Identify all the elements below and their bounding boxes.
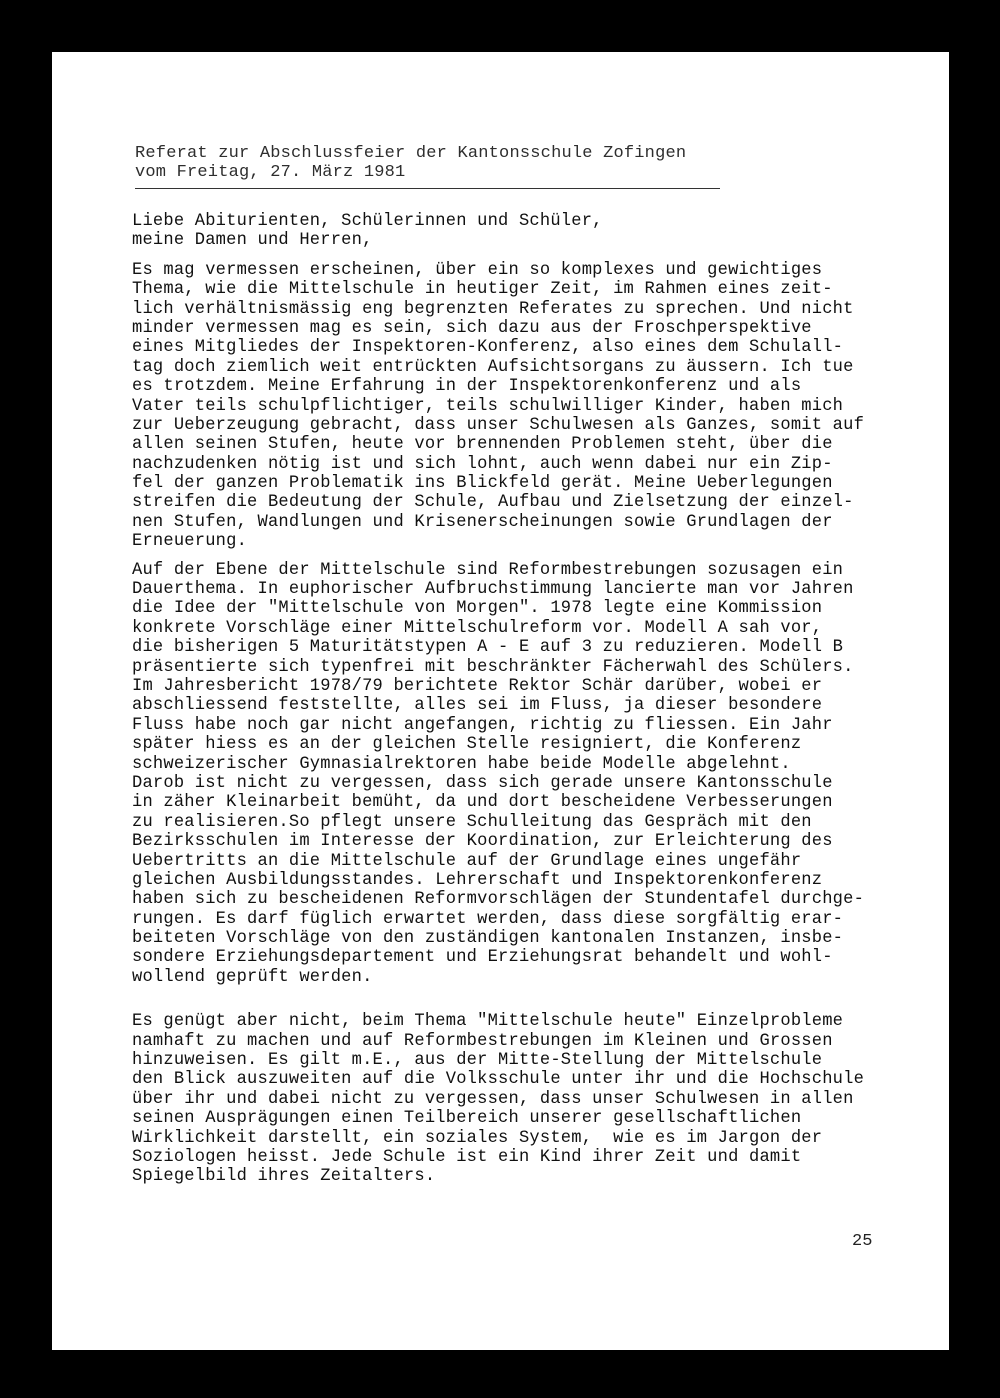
text-line: fel der ganzen Problematik ins Blickfeld gerät. Meine Ueberlegungen (132, 474, 833, 494)
paragraph-3 (132, 1012, 912, 1187)
header-divider (135, 188, 720, 189)
text-line: Darob ist nicht zu vergessen, dass sich gerade unsere Kantonsschule (132, 773, 833, 793)
text-line: konkrete Vorschläge einer Mittelschulreform vor. Modell A sah vor, (132, 618, 823, 638)
document-body (132, 212, 912, 1187)
text-line: den Blick auszuweiten auf die Volksschule unter ihr und die Hochschule (132, 1070, 865, 1090)
text-line: sondere Erziehungsdepartement und Erziehungsrat behandelt und wohl- (132, 948, 833, 968)
text-line: lich verhältnismässig eng begrenzten Referates zu sprechen. Und nicht (132, 299, 854, 319)
text-line: meine Damen und Herren, (132, 231, 373, 251)
text-line: Liebe Abiturienten, Schülerinnen und Schüler, (132, 212, 603, 231)
text-line: streifen die Bedeutung der Schule, Aufbau und Zielsetzung der einzel- (132, 493, 854, 513)
text-line: die Idee der "Mittelschule von Morgen". 1978 legte eine Kommission (132, 599, 823, 619)
header-title: Referat zur Abschlussfeier der Kantonsschule Zofingen (135, 144, 687, 163)
text-line: Es mag vermessen erscheinen, über ein so komplexes und gewichtiges (132, 260, 823, 280)
text-line: seinen Ausprägungen einen Teilbereich unserer gesellschaftlichen (132, 1109, 802, 1129)
text-line: haben sich zu bescheidenen Reformvorschlägen der Stundentafel durchge- (132, 890, 865, 910)
document-header (135, 144, 725, 182)
text-line: abschliessend feststellte, alles sei im Fluss, ja dieser besondere (132, 696, 823, 716)
text-line: Wirklichkeit darstellt, ein soziales System, wie es im Jargon der (132, 1128, 823, 1148)
text-line: gleichen Ausbildungsstandes. Lehrerschaft und Inspektorenkonferenz (132, 870, 823, 890)
text-line: Erneuerung. (132, 532, 248, 552)
text-line: wollend geprüft werden. (132, 967, 373, 987)
text-line: tag doch ziemlich weit entrückten Aufsichtsorgans zu äussern. Ich tue (132, 357, 854, 377)
text-line: nachzudenken nötig ist und sich lohnt, auch wenn dabei nur ein Zip- (132, 454, 833, 474)
paragraph-2 (132, 561, 912, 988)
text-line: später hiess es an der gleichen Stelle resigniert, die Konferenz (132, 735, 802, 755)
text-line: über ihr und dabei nicht zu vergessen, dass unser Schulwesen in allen (132, 1089, 854, 1109)
text-line: Im Jahresbericht 1978/79 berichtete Rektor Schär darüber, wobei er (132, 676, 823, 696)
text-line: namhaft zu machen und auf Reformbestrebungen im Kleinen und Grossen (132, 1031, 833, 1051)
text-line: Es genügt aber nicht, beim Thema "Mittelschule heute" Einzelprobleme (132, 1012, 844, 1032)
text-line: Vater teils schulpflichtiger, teils schulwilliger Kinder, haben mich (132, 396, 844, 416)
text-line: zur Ueberzeugung gebracht, dass unser Schulwesen als Ganzes, somit auf (132, 415, 865, 435)
text-line: eines Mitgliedes der Inspektoren-Konferenz, also eines dem Schulall- (132, 338, 844, 358)
text-line: rungen. Es darf füglich erwartet werden, dass diese sorgfältig erar- (132, 909, 844, 929)
text-line: Uebertritts an die Mittelschule auf der Grundlage eines ungefähr (132, 851, 802, 871)
page-number: 25 (852, 1232, 873, 1251)
paragraph-1 (132, 261, 912, 552)
text-line: nen Stufen, Wandlungen und Krisenerscheinungen sowie Grundlagen der (132, 512, 833, 532)
text-line: minder vermessen mag es sein, sich dazu aus der Froschperspektive (132, 318, 812, 338)
text-line: Dauerthema. In euphorischer Aufbruchstimmung lancierte man vor Jahren (132, 580, 854, 600)
text-line: es trotzdem. Meine Erfahrung in der Inspektorenkonferenz und als (132, 377, 802, 397)
text-line: Auf der Ebene der Mittelschule sind Reformbestrebungen sozusagen ein (132, 560, 844, 580)
text-line: schweizerischer Gymnasialrektoren habe beide Modelle abgelehnt. (132, 754, 791, 774)
text-line: beiteten Vorschläge von den zuständigen kantonalen Instanzen, insbe- (132, 929, 844, 949)
text-line: Thema, wie die Mittelschule in heutiger Zeit, im Rahmen eines zeit- (132, 280, 833, 300)
text-line: präsentierte sich typenfrei mit beschränkter Fächerwahl des Schülers. (132, 657, 854, 677)
text-line: in zäher Kleinarbeit bemüht, da und dort bescheidene Verbesserungen (132, 793, 833, 813)
text-line: hinzuweisen. Es gilt m.E., aus der Mitte-Stellung der Mittelschule (132, 1051, 823, 1071)
document-page (52, 52, 949, 1350)
salutation (132, 212, 912, 251)
text-line: Soziologen heisst. Jede Schule ist ein Kind ihrer Zeit und damit (132, 1147, 802, 1167)
text-line: Bezirksschulen im Interesse der Koordination, zur Erleichterung des (132, 832, 833, 852)
text-line: allen seinen Stufen, heute vor brennenden Problemen steht, über die (132, 435, 833, 455)
text-line: zu realisieren.So pflegt unsere Schulleitung das Gespräch mit den (132, 812, 812, 832)
header-date: vom Freitag, 27. März 1981 (135, 163, 406, 182)
text-line: Fluss habe noch gar nicht angefangen, richtig zu fliessen. Ein Jahr (132, 715, 833, 735)
text-line: die bisherigen 5 Maturitätstypen A - E auf 3 zu reduzieren. Modell B (132, 638, 844, 658)
text-line: Spiegelbild ihres Zeitalters. (132, 1167, 436, 1187)
